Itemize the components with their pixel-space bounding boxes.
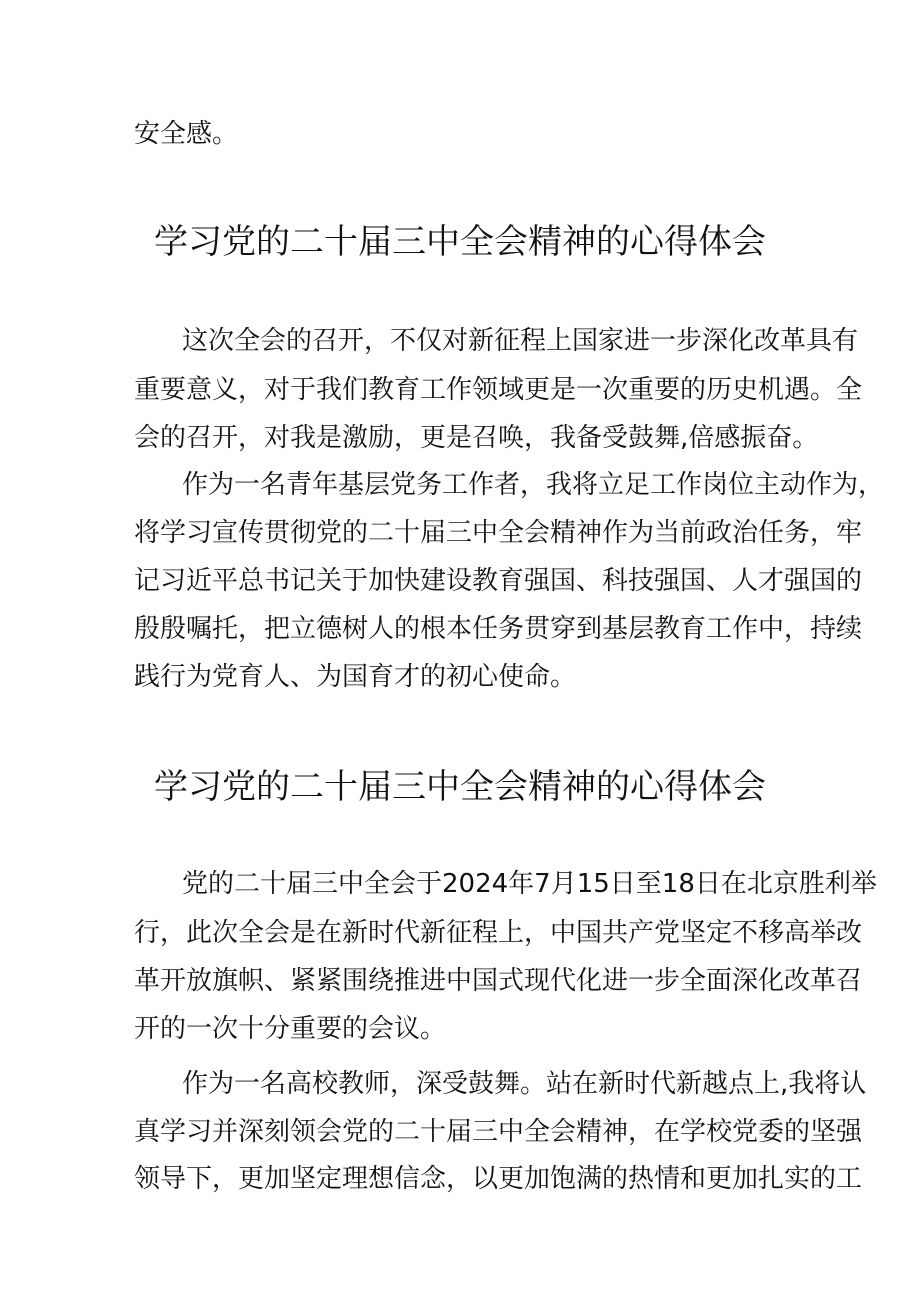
section-1-line: 重要意义，对于我们教育工作领域更是一次重要的历史机遇。全 (134, 375, 863, 405)
section-2-line: 党的二十届三中全会于2024年7月15日至18日在北京胜利举 (182, 869, 877, 899)
section-2-line: 开的一次十分重要的会议。 (134, 1014, 447, 1044)
section-1-line: 这次全会的召开，不仅对新征程上国家进一步深化改革具有 (182, 326, 859, 356)
section-2-title: 学习党的二十届三中全会精神的心得体会 (154, 767, 766, 807)
section-2-line: 领导下，更加坚定理想信念，以更加饱满的热情和更加扎实的工 (134, 1164, 863, 1194)
section-1-line: 殷殷嘱托，把立德树人的根本任务贯穿到基层教育工作中，持续 (134, 614, 863, 644)
section-1-line: 作为一名青年基层党务工作者，我将立足工作岗位主动作为， (182, 470, 885, 500)
section-1-line: 将学习宣传贯彻党的二十届三中全会精神作为当前政治任务，牢 (134, 518, 863, 548)
section-2-line: 真学习并深刻领会党的二十届三中全会精神，在学校党委的坚强 (134, 1117, 863, 1147)
section-1-line: 践行为党育人、为国育才的初心使命。 (134, 662, 577, 692)
section-1-line: 记习近平总书记关于加快建设教育强国、科技强国、人才强国的 (134, 566, 863, 596)
section-2-line: 行，此次全会是在新时代新征程上，中国共产党坚定不移高举改 (134, 918, 863, 948)
continuation-text: 安全感。 (134, 119, 239, 149)
section-2-line: 作为一名高校教师，深受鼓舞。站在新时代新越点上,我将认 (182, 1069, 867, 1099)
section-1-title: 学习党的二十届三中全会精神的心得体会 (154, 222, 766, 262)
section-1-line: 会的召开，对我是激励，更是召唤，我备受鼓舞,倍感振奋。 (134, 423, 819, 453)
section-2-line: 革开放旗帜、紧紧围绕推进中国式现代化进一步全面深化改革召 (134, 966, 863, 996)
